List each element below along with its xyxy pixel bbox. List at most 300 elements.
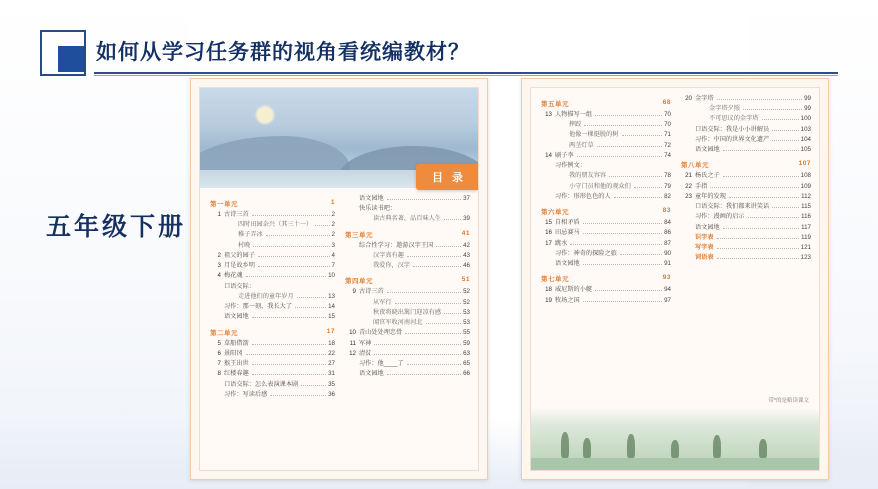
toc-entry-page: 87 xyxy=(664,239,671,247)
toc-entry-title: 金字塔 xyxy=(695,95,714,102)
toc-entry-title: 语文园地 xyxy=(359,370,384,378)
toc-entry-number: 4 xyxy=(217,272,221,280)
toc-entry-number: 23 xyxy=(685,192,692,200)
toc-entry-page: 117 xyxy=(801,223,811,231)
toc-entry xyxy=(541,182,671,192)
toc-entry xyxy=(210,261,335,271)
toc-entry-page: 43 xyxy=(463,251,470,259)
toc-entry-title: 童年的发现 xyxy=(695,192,726,200)
toc-leader-dots xyxy=(252,364,326,365)
toc-entry-title: 走进他们的童年岁月 xyxy=(238,292,294,300)
toc-entry xyxy=(210,302,335,312)
toc-entry-title: 习作：中国的世界文化遗产 xyxy=(695,135,770,143)
toc-unit-heading xyxy=(210,328,335,337)
toc-entry-title: 稚子弄冰 xyxy=(238,231,263,239)
toc-entry-title: 他像一棵挺脱的树 xyxy=(569,131,619,139)
toc-entry xyxy=(541,130,671,140)
toc-entry-title: 习作：形形色色的人 xyxy=(555,192,611,200)
toc-entry-title: 祖父的园子 xyxy=(224,251,255,259)
toc-entry-page: 15 xyxy=(328,313,335,321)
toc-leader-dots xyxy=(723,176,799,177)
toc-unit-page: 51 xyxy=(461,276,470,284)
page-title: 如何从学习任务群的视角看统编教材？ xyxy=(96,41,470,64)
toc-entry-title: 两茎灯草 xyxy=(569,141,594,149)
toc-leader-dots xyxy=(270,395,326,396)
toc-entry xyxy=(345,194,470,204)
toc-entry xyxy=(345,339,470,349)
toc-unit-name: 第七单元 xyxy=(541,276,569,284)
textbook-page-left xyxy=(190,78,488,480)
toc-entry-page: 53 xyxy=(463,308,470,316)
toc-entry-page: 119 xyxy=(801,233,811,241)
toc-entry xyxy=(210,359,335,369)
toc-entry-page: 70 xyxy=(664,121,671,129)
toc-leader-dots xyxy=(258,256,330,257)
toc-leader-dots xyxy=(748,217,800,218)
toc-leader-dots xyxy=(723,228,799,229)
toc-leader-dots xyxy=(315,225,329,226)
toc-entry-title: 语文园地 xyxy=(224,313,249,321)
toc-unit-name: 第一单元 xyxy=(210,201,238,208)
toc-entry-number: 19 xyxy=(545,296,552,304)
toc-entry-title: 自相矛盾 xyxy=(555,219,580,227)
toc-leader-dots xyxy=(252,317,326,318)
toc-entry-page: 37 xyxy=(463,195,470,202)
toc-entry-title: 语文园地 xyxy=(359,195,384,202)
toc-entry-number: 16 xyxy=(545,229,552,237)
toc-entry-page: 66 xyxy=(463,370,470,378)
toc-leader-dots xyxy=(246,276,327,277)
toc-unit-page: 93 xyxy=(662,274,671,282)
textbook-page-right xyxy=(521,78,829,480)
toc-entry-page: 121 xyxy=(800,244,811,252)
toc-entry-page: 99 xyxy=(804,105,811,113)
toc-entry-page: 53 xyxy=(463,319,470,327)
ground-shape xyxy=(531,458,819,470)
toc-entry-page: 105 xyxy=(800,146,811,154)
toc-entry-number: 15 xyxy=(545,219,552,227)
toc-leader-dots xyxy=(772,130,798,131)
toc-entry-page: 71 xyxy=(664,131,671,139)
toc-leader-dots xyxy=(597,146,662,147)
toc-entry-title: 口语交际： xyxy=(224,282,255,290)
toc-leader-dots xyxy=(444,313,461,314)
toc-leader-dots xyxy=(252,344,326,345)
toc-leader-dots xyxy=(297,297,326,298)
toc-leader-dots xyxy=(717,248,799,249)
toc-entry xyxy=(541,141,671,151)
toc-entry-title: 习作：漫画的启示 xyxy=(695,213,745,221)
toc-leader-dots xyxy=(405,333,461,334)
toc-entry-page: 7 xyxy=(331,262,335,270)
toc-entry xyxy=(345,251,470,261)
toc-entry-page: 4 xyxy=(331,251,335,259)
toc-entry-page: 72 xyxy=(664,141,671,149)
toc-entry xyxy=(210,380,335,390)
toc-entry-title: 刷子李 xyxy=(555,151,574,159)
toc-entry-number: 17 xyxy=(545,239,552,247)
title-underline xyxy=(94,72,838,74)
toc-entry xyxy=(681,192,811,202)
toc-entry-page: 70 xyxy=(664,111,671,118)
toc-entry-page: 90 xyxy=(664,249,671,257)
sun-icon xyxy=(256,106,274,124)
toc-unit-name: 第三单元 xyxy=(345,231,373,239)
toc-unit-heading xyxy=(681,160,811,169)
toc-unit-heading xyxy=(345,230,470,239)
toc-entry xyxy=(345,318,470,328)
toc-leader-dots xyxy=(723,150,799,151)
toc-entry-title: 古诗三首 xyxy=(359,288,384,296)
toc-leader-dots xyxy=(584,125,662,126)
toc-entry-title: 红楼春趣 xyxy=(224,370,249,378)
toc-entry xyxy=(345,308,470,318)
toc-leader-dots xyxy=(595,290,662,291)
toc-entry-title: 手指 xyxy=(695,182,708,190)
toc-entry-title: 秋夜将晓出篱门迎凉有感 xyxy=(373,308,442,316)
toc-entry-page: 97 xyxy=(664,296,671,304)
toc-entry-page: 2 xyxy=(331,231,335,239)
toc-entry xyxy=(345,241,470,251)
page-left-inner xyxy=(199,87,479,471)
toc-entry xyxy=(681,104,811,114)
toc-entry xyxy=(681,233,811,243)
toc-entry-page: 46 xyxy=(463,262,470,270)
toc-entry-page: 82 xyxy=(664,192,671,200)
toc-entry-title: 语文园地 xyxy=(695,223,720,231)
toc-entry xyxy=(345,359,470,369)
toc-leader-dots xyxy=(772,140,798,141)
tree-shape xyxy=(561,432,569,458)
toc-entry-title: 猴王出世 xyxy=(224,360,249,368)
toc-entry xyxy=(210,292,335,302)
toc-entry-page: 86 xyxy=(664,229,671,237)
toc-entry-page: 99 xyxy=(804,95,811,102)
toc-entry xyxy=(210,251,335,261)
toc-unit-page: 107 xyxy=(798,160,811,168)
toc-unit-heading xyxy=(541,274,671,283)
toc-leader-dots xyxy=(717,258,799,259)
toc-unit-name: 第二单元 xyxy=(210,329,238,337)
toc-entry xyxy=(210,230,335,240)
toc-entry-title: 读古典名著，品百味人生 xyxy=(373,215,442,223)
toc-entry xyxy=(541,171,671,181)
toc-entry-title: 我的朋友容容 xyxy=(569,172,607,180)
toc-entry-number: 3 xyxy=(217,262,221,270)
toc-badge: 目 录 xyxy=(416,164,478,190)
toc-unit-name: 第五单元 xyxy=(541,101,569,108)
toc-entry-title: 识字表 xyxy=(695,233,714,241)
toc-entry-number: 7 xyxy=(217,360,221,368)
toc-leader-dots xyxy=(253,246,329,247)
toc-leader-dots xyxy=(387,292,461,293)
toc-column xyxy=(210,194,335,466)
toc-entry xyxy=(681,145,811,155)
toc-entry-title: 青山处处埋忠骨 xyxy=(359,329,403,337)
toc-leader-dots xyxy=(374,354,461,355)
toc-entry-page: 10 xyxy=(328,272,335,280)
toc-leader-dots xyxy=(258,266,330,267)
toc-entry-page: 109 xyxy=(800,182,811,190)
toc-entry-number: 12 xyxy=(349,349,356,357)
toc-entry xyxy=(210,369,335,379)
toc-entry-title: 梅花魂 xyxy=(224,272,243,280)
toc-unit-heading xyxy=(541,207,671,216)
toc-unit-page: 17 xyxy=(326,327,335,335)
toc-entry-number: 5 xyxy=(217,339,221,347)
toc-leader-dots xyxy=(407,364,461,365)
tree-shape xyxy=(583,438,591,458)
toc-entry-title: 人物描写一组 xyxy=(555,111,593,118)
toc-entry xyxy=(541,259,671,269)
toc-entry xyxy=(210,282,335,292)
toc-entry-title: 汉字真有趣 xyxy=(373,251,404,259)
toc-entry-page: 65 xyxy=(463,360,470,368)
toc-unit-name: 第六单元 xyxy=(541,209,569,217)
toc-entry-title: 景阳冈 xyxy=(224,349,243,357)
tree-shape xyxy=(759,439,767,458)
toc-entry xyxy=(210,241,335,251)
toc-entry-number: 10 xyxy=(349,329,356,337)
toc-entry xyxy=(541,296,671,306)
toc-entry xyxy=(541,239,671,249)
toc-leader-dots xyxy=(577,156,663,157)
toc-entry-title: 村晚 xyxy=(238,241,251,249)
toc-entry-page: 108 xyxy=(800,172,811,180)
toc-entry xyxy=(210,390,335,400)
tree-shape xyxy=(713,435,721,458)
toc-entry xyxy=(541,249,671,259)
toc-entry xyxy=(210,312,335,322)
toc-entry xyxy=(210,339,335,349)
toc-unit-page: 83 xyxy=(662,207,671,215)
toc-entry-page: 31 xyxy=(328,370,335,378)
toc-entry-page: 84 xyxy=(664,219,671,227)
toc-entry-title: 语文园地 xyxy=(555,260,580,268)
toc-leader-dots xyxy=(710,187,798,188)
toc-entry-page: 55 xyxy=(463,329,470,337)
toc-entry-number: 9 xyxy=(352,288,356,296)
title-underline-secondary xyxy=(94,75,838,76)
toc-entry-title: 口语交际：我是小小讲解员 xyxy=(695,125,770,133)
tree-shape xyxy=(671,440,679,458)
toc-entry xyxy=(210,271,335,281)
toc-entry xyxy=(681,94,811,104)
toc-leader-dots xyxy=(252,374,326,375)
toc-entry xyxy=(541,110,671,120)
toc-columns-left xyxy=(210,194,470,466)
toc-entry-page: 2 xyxy=(331,221,335,229)
toc-entry xyxy=(541,228,671,238)
toc-entry-page: 39 xyxy=(463,215,470,223)
toc-leader-dots xyxy=(426,323,462,324)
toc-leader-dots xyxy=(295,307,326,308)
toc-entry-page: 123 xyxy=(800,254,811,262)
toc-entry-title: 草船借箭 xyxy=(224,339,249,347)
toc-leader-dots xyxy=(246,354,327,355)
toc-entry-number: 13 xyxy=(545,111,552,118)
toc-entry-number: 14 xyxy=(545,151,552,159)
toc-entry-title: 词语表 xyxy=(695,254,714,262)
toc-unit-page: 41 xyxy=(461,229,470,237)
toc-entry-title: 田忌赛马 xyxy=(555,229,580,237)
toc-entry-title: 综合性学习：遨游汉字王国 xyxy=(359,241,434,249)
toc-entry-title: 金字塔夕照 xyxy=(709,105,740,113)
bottom-landscape-photo xyxy=(531,408,819,470)
toc-leader-dots xyxy=(387,374,461,375)
toc-entry-page: 100 xyxy=(800,115,811,123)
toc-entry-page: 78 xyxy=(664,172,671,180)
toc-entry xyxy=(681,243,811,253)
toc-entry xyxy=(541,161,671,171)
toc-entry-number: 18 xyxy=(545,286,552,294)
toc-entry-title: 古诗三首 xyxy=(224,211,249,218)
toc-entry xyxy=(681,223,811,233)
toc-leader-dots xyxy=(614,197,662,198)
toc-leader-dots xyxy=(436,246,461,247)
toc-entry-title: 我爱你，汉字 xyxy=(373,262,411,270)
toc-leader-dots xyxy=(595,115,662,116)
toc-entry-title: 习作：写读后感 xyxy=(224,390,268,398)
toc-entry-page: 91 xyxy=(664,260,671,268)
toc-leader-dots xyxy=(374,344,461,345)
toc-entry xyxy=(210,210,335,220)
toc-entry xyxy=(541,192,671,202)
toc-entry xyxy=(345,328,470,338)
toc-leader-dots xyxy=(444,219,461,220)
toc-entry-title: 习作：那一刻，我长大了 xyxy=(224,303,293,311)
toc-entry xyxy=(681,253,811,263)
page-right-inner xyxy=(530,87,820,471)
toc-entry xyxy=(681,125,811,135)
toc-entry-number: 20 xyxy=(685,95,692,102)
toc-leader-dots xyxy=(583,301,662,302)
toc-unit-name: 第四单元 xyxy=(345,278,373,286)
toc-entry-title: 快乐读书吧： xyxy=(359,205,397,213)
toc-entry-title: 摔跤 xyxy=(569,121,582,129)
toc-entry xyxy=(210,220,335,230)
toc-entry-page: 52 xyxy=(463,298,470,306)
toc-leader-dots xyxy=(583,223,662,224)
toc-entry-page: 79 xyxy=(664,182,671,190)
toc-entry-title: 从军行 xyxy=(373,298,392,306)
toc-leader-dots xyxy=(729,197,799,198)
toc-leader-dots xyxy=(772,207,799,208)
toc-entry-title: 习作：他____了 xyxy=(359,360,404,368)
toc-entry-page: 115 xyxy=(801,203,811,211)
toc-entry-title: 月是故乡明 xyxy=(224,262,255,270)
toc-column xyxy=(345,194,470,466)
toc-leader-dots xyxy=(583,264,662,265)
toc-unit-page: 1 xyxy=(330,199,335,206)
toc-entry-page: 13 xyxy=(328,292,335,300)
toc-unit-page: 68 xyxy=(662,99,671,106)
toc-entry-title: 口语交际：怎么表演课本剧 xyxy=(224,380,299,388)
toc-entry-number: 22 xyxy=(685,182,692,190)
toc-entry-title: 闻官军收河南河北 xyxy=(373,319,423,327)
toc-entry-page: 94 xyxy=(664,286,671,294)
toc-leader-dots xyxy=(620,254,662,255)
toc-leader-dots xyxy=(743,109,802,110)
toc-entry-number: 8 xyxy=(217,370,221,378)
toc-entry-title: 杨氏之子 xyxy=(695,172,720,180)
toc-entry xyxy=(681,182,811,192)
toc-entry xyxy=(345,261,470,271)
toc-entry-title: 口语交际：我们都来讲笑话 xyxy=(695,203,770,211)
toc-unit-heading xyxy=(345,276,470,285)
toc-entry-number: 1 xyxy=(217,211,221,218)
tree-shape xyxy=(627,434,635,458)
toc-entry-number: 11 xyxy=(349,339,356,347)
toc-entry-page: 52 xyxy=(463,288,470,296)
toc-unit-name: 第八单元 xyxy=(681,162,709,170)
toc-entry-number: 6 xyxy=(217,349,221,357)
footnote-text: 带*的是略读课文 xyxy=(768,398,809,404)
grade-caption: 五年级下册 xyxy=(46,213,187,241)
toc-entry xyxy=(541,218,671,228)
toc-entry-page: 103 xyxy=(800,125,811,133)
toc-entry-title: 不可思议的金字塔 xyxy=(709,115,759,123)
toc-entry-number: 2 xyxy=(217,251,221,259)
toc-entry xyxy=(541,120,671,130)
toc-entry xyxy=(210,349,335,359)
toc-entry-page: 63 xyxy=(463,349,470,357)
toc-entry xyxy=(345,369,470,379)
toc-leader-dots xyxy=(609,176,662,177)
toc-entry-page: 18 xyxy=(328,339,335,347)
toc-leader-dots xyxy=(634,187,662,188)
toc-entry xyxy=(681,171,811,181)
toc-leader-dots xyxy=(266,235,330,236)
toc-entry xyxy=(345,349,470,359)
toc-entry-title: 习作：神奇的探险之旅 xyxy=(555,249,617,257)
toc-entry-title: 习作例文： xyxy=(555,162,586,170)
toc-unit-heading xyxy=(541,99,671,108)
toc-entry-title: 小守门员和他的观众们 xyxy=(569,182,631,190)
toc-entry xyxy=(681,202,811,212)
toc-entry-number: 21 xyxy=(685,172,692,180)
toc-entry xyxy=(345,204,470,214)
toc-entry xyxy=(541,151,671,161)
toc-entry xyxy=(345,298,470,308)
toc-entry-page: 3 xyxy=(331,241,335,249)
toc-leader-dots xyxy=(762,119,799,120)
toc-entry-page: 22 xyxy=(328,349,335,357)
toc-leader-dots xyxy=(407,256,461,257)
toc-entry xyxy=(681,212,811,222)
toc-entry-page: 42 xyxy=(463,241,470,249)
toc-entry xyxy=(541,285,671,295)
toc-entry-page: 36 xyxy=(328,390,335,398)
toc-entry-page: 74 xyxy=(664,151,671,159)
toc-entry-title: 写字表 xyxy=(695,244,714,252)
slide-header xyxy=(40,28,838,84)
toc-entry-page: 112 xyxy=(801,192,811,200)
toc-entry-title: 语文园地 xyxy=(695,146,720,154)
toc-entry-page: 35 xyxy=(328,380,335,388)
toc-entry xyxy=(681,114,811,124)
toc-entry-page: 116 xyxy=(801,213,811,221)
toc-leader-dots xyxy=(622,135,663,136)
toc-entry-title: 牧场之国 xyxy=(555,296,580,304)
toc-entry-page: 104 xyxy=(800,135,811,143)
toc-leader-dots xyxy=(570,244,662,245)
square-filled-decoration xyxy=(58,46,84,72)
toc-entry-title: 威尼斯的小艇 xyxy=(555,286,593,294)
toc-entry-title: 清贫 xyxy=(359,349,372,357)
toc-leader-dots xyxy=(717,99,803,100)
toc-entry-page: 59 xyxy=(463,339,470,347)
